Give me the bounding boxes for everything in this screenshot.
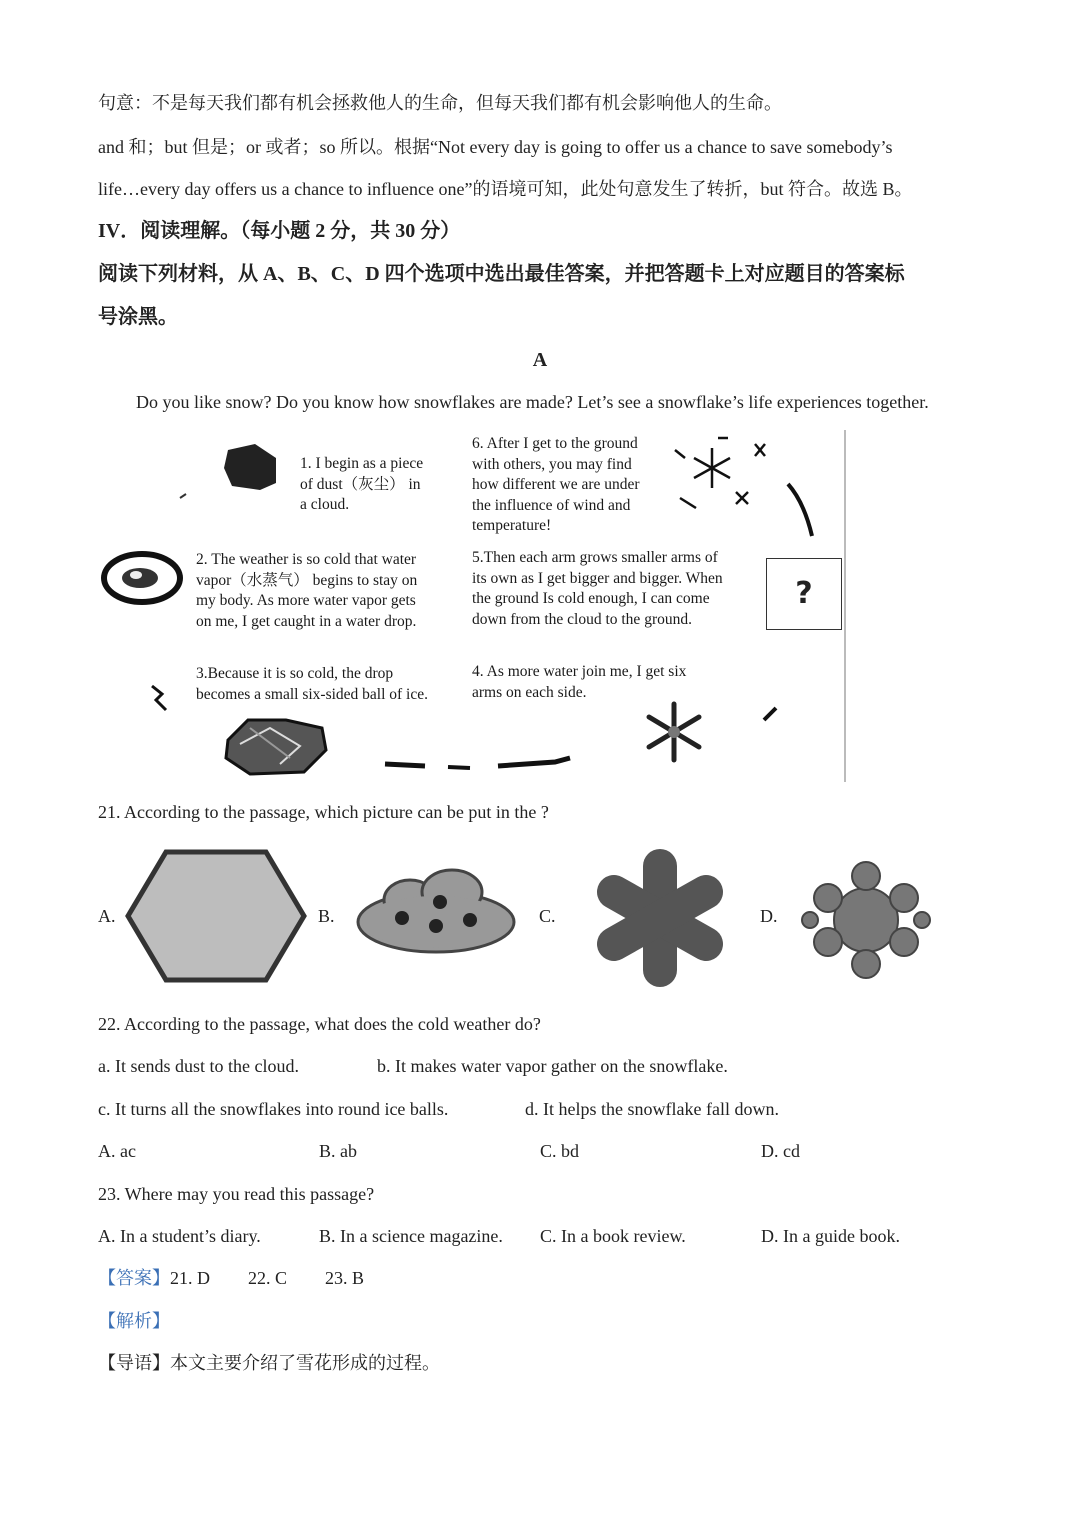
q23-stem: 23. Where may you read this passage? xyxy=(98,1184,375,1204)
q22-choice-c: c. It turns all the snowflakes into round ice balls. xyxy=(98,1099,449,1119)
q22-choice-d: d. It helps the snowflake fall down. xyxy=(525,1099,779,1119)
guide-text: 本文主要介绍了雪花形成的过程。 xyxy=(170,1353,440,1373)
snowflake-lifecycle-figure xyxy=(100,428,850,784)
question-mark-box: ? xyxy=(766,558,842,630)
caption-6: 6. After I get to the ground with others, you may find how different we are under the influence of wind and temperature! xyxy=(472,435,640,534)
q22-stem: 22. According to the passage, what does the cold weather do? xyxy=(98,1014,541,1034)
q23-option-b: B. In a science magazine. xyxy=(319,1226,503,1246)
q22-option-b: B. ab xyxy=(319,1141,357,1161)
q22-choice-b: b. It makes water vapor gather on the snowflake. xyxy=(377,1056,728,1076)
answer-label: 【答案】 xyxy=(98,1268,170,1288)
caption-1: 1. I begin as a piece of dust（灰尘） in a cloud. xyxy=(300,455,424,513)
explanation-line-3: life…every day offers us a chance to influence one”的语境可知，此处句意发生了转折，but 符合。故选 B。 xyxy=(98,179,913,199)
cloud-option-image xyxy=(358,870,514,952)
q22-choice-a: a. It sends dust to the cloud. xyxy=(98,1056,299,1076)
caption-5: 5.Then each arm grows smaller arms of its own as I get bigger and bigger. When the ground Is cold enough, I can come down from the cloud to the ground. xyxy=(472,549,723,628)
answer-23: 23. B xyxy=(325,1268,365,1288)
q21-option-c-label: C. xyxy=(539,906,556,926)
analysis-label: 【解析】 xyxy=(98,1311,170,1331)
explanation-line-1: 句意：不是每天我们都有机会拯救他人的生命，但每天我们都有机会影响他人的生命。 xyxy=(98,93,782,113)
answer-22: 22. C xyxy=(248,1268,288,1288)
six-arm-snowflake-illustration xyxy=(649,704,699,760)
section-instruction-1: 阅读下列材料，从 A、B、C、D 四个选项中选出最佳答案，并把答题卡上对应题目的答案标 xyxy=(98,263,905,285)
dust-illustration xyxy=(224,444,276,490)
explanation-line-2: and 和；but 但是；or 或者；so 所以。根据“Not every day is going to offer us a chance to save somebody’s xyxy=(98,137,893,157)
q23-option-d: D. In a guide book. xyxy=(761,1226,900,1246)
snowflake-option-image xyxy=(802,862,930,978)
q22-option-d: D. cd xyxy=(761,1141,800,1161)
q21-option-b-label: B. xyxy=(318,906,335,926)
passage-intro: Do you like snow? Do you know how snowflakes are made? Let’s see a snowflake’s life experiences together. xyxy=(136,392,929,412)
six-arm-star-option-image xyxy=(614,866,706,970)
section-instruction-2: 号涂黑。 xyxy=(98,306,178,328)
caption-3: 3.Because it is so cold, the drop becomes a small six-sided ball of ice. xyxy=(196,665,429,703)
answer-21: 21. D xyxy=(170,1268,210,1288)
q23-option-c: C. In a book review. xyxy=(540,1226,686,1246)
snowflakes-illustration xyxy=(675,438,765,508)
answer-line xyxy=(98,1266,364,1290)
caption-2: 2. The weather is so cold that water vapor（水蒸气） begins to stay on my body. As more water vapor gets on me, I get caught in a water drop. xyxy=(196,551,418,630)
section-heading: IV．阅读理解。（每小题 2 分，共 30 分） xyxy=(98,220,461,242)
guide-label: 【导语】 xyxy=(98,1353,170,1373)
hexagon-option-image xyxy=(128,852,304,980)
guide-line xyxy=(98,1351,440,1375)
q22-option-c: C. bd xyxy=(540,1141,580,1161)
ice-ball-illustration xyxy=(226,720,326,774)
q21-option-images xyxy=(0,840,1080,1000)
caption-4: 4. As more water join me, I get six arms on each side. xyxy=(472,663,687,701)
q23-option-a: A. In a student’s diary. xyxy=(98,1226,261,1246)
water-drop-illustration xyxy=(104,554,180,602)
q21-option-d-label: D. xyxy=(760,906,778,926)
passage-letter: A xyxy=(532,349,548,371)
q22-option-a: A. ac xyxy=(98,1141,136,1161)
q21-stem: 21. According to the passage, which picture can be put in the ? xyxy=(98,802,549,822)
q21-option-a-label: A. xyxy=(98,906,116,926)
figure-divider xyxy=(844,430,846,782)
